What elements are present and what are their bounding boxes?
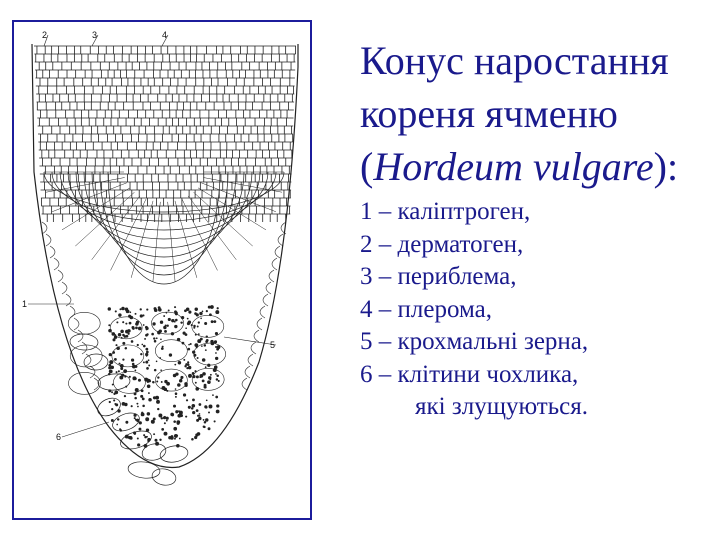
root-outline [32, 44, 298, 468]
title-line-1: Конус наростання [360, 38, 669, 83]
slide-title [360, 34, 715, 193]
title-line-2: кореня ячменю [360, 91, 618, 136]
figure-label-3: 3 [92, 30, 98, 40]
legend-item-3: 3 – периблема, [360, 263, 517, 290]
legend-item-2: 2 – дерматоген, [360, 230, 524, 258]
figure-label-2: 2 [42, 30, 48, 40]
title-paren-close: ): [653, 144, 679, 189]
legend-item-6: 6 – клітини чохлика, [360, 360, 579, 388]
legend-list [360, 196, 715, 424]
legend-item-4: 4 – плерома, [360, 295, 492, 323]
root-tip-figure [12, 20, 312, 520]
legend-item-6-continuation: які злущуються. [415, 393, 588, 420]
latin-name: Hordeum vulgare [373, 144, 654, 189]
title-paren-open: ( [360, 144, 374, 189]
legend-item-5: 5 – крохмальні зерна, [360, 328, 589, 355]
figure-label-1: 1 [22, 299, 28, 309]
figure-label-4: 4 [162, 30, 168, 40]
figure-label-6: 6 [56, 432, 62, 442]
legend-item-1: 1 – каліптроген, [360, 198, 531, 225]
root-tip-drawing [14, 22, 310, 518]
title-line-3 [360, 140, 715, 193]
figure-label-5: 5 [270, 340, 276, 350]
